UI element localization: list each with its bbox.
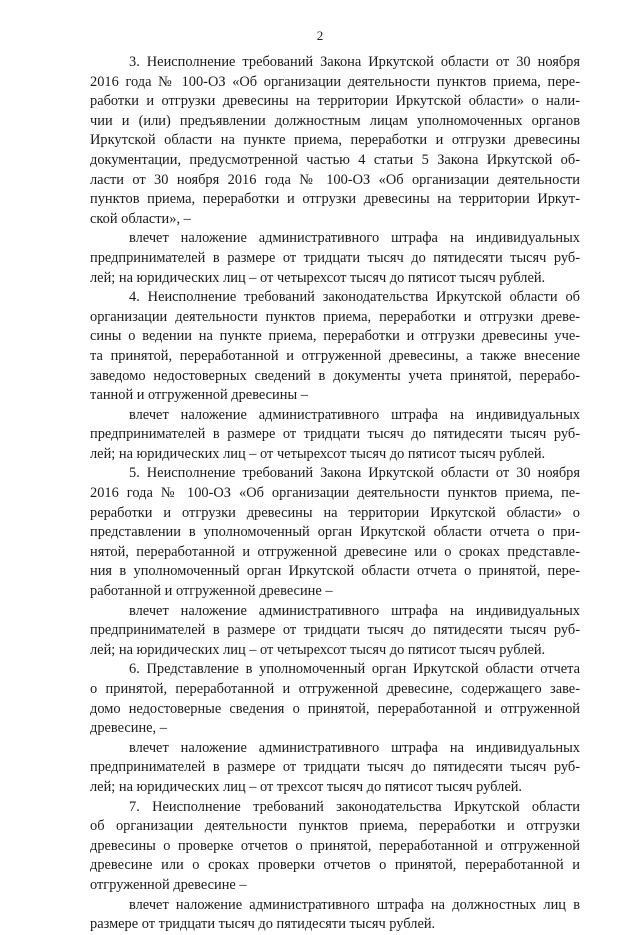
text-line: лей; на юридических лиц – от трехсот тысяч до пятисот тысяч рублей.: [90, 778, 523, 795]
text-line: танной и отгруженной древесины –: [90, 387, 308, 404]
text-line: лей; на юридических лиц – от четырехсот тысяч до пятисот тысяч рублей.: [90, 445, 546, 462]
text-line: Иркутской области на пункте приема, переработки и отгрузки древесины: [90, 132, 580, 149]
page-number: 2: [316, 28, 324, 43]
text-line: древесины о проверке отчетов о принятой, переработанной и отгруженной: [90, 837, 580, 854]
document-body: [90, 53, 580, 935]
text-line: сины о ведении на пункте приема, переработки и отгрузки древесины уче-: [90, 328, 580, 345]
text-line: представлении в уполномоченный орган Иркутской области отчета о при-: [90, 524, 580, 541]
text-line: ласти от 30 ноября 2016 года № 100-ОЗ «Об организации деятельности: [90, 171, 580, 188]
text-line: та принятой, переработанной и отгруженной древесины, а также внесение: [90, 347, 580, 364]
text-line: нятой, переработанной и отгруженной древесине или о сроках представле-: [90, 543, 580, 560]
text-line: домо недостоверные сведения о принятой, переработанной и отгруженной: [90, 700, 580, 717]
text-line: 3. Неисполнение требований Закона Иркутской области от 30 ноября: [129, 54, 580, 70]
text-line: лей; на юридических лиц – от четырехсот тысяч до пятисот тысяч рублей.: [90, 269, 546, 286]
text-line: влечет наложение административного штрафа на индивидуальных: [129, 739, 580, 756]
text-line: влечет наложение административного штрафа на индивидуальных: [129, 406, 580, 423]
text-line: документации, предусмотренной частью 4 статьи 5 Закона Иркутской об-: [90, 151, 580, 168]
text-line: древесине, –: [90, 720, 167, 737]
text-line: об организации деятельности пунктов приема, переработки и отгрузки: [90, 818, 580, 835]
text-line: предпринимателей в размере от тридцати тысяч до пятидесяти тысяч руб-: [90, 622, 580, 639]
text-line: 7. Неисполнение требований законодательства Иркутской области: [129, 798, 580, 815]
text-line: 5. Неисполнение требований Закона Иркутской области от 30 ноября: [129, 465, 580, 482]
text-line: ской области», –: [90, 210, 191, 227]
text-line: размере от тридцати тысяч до пятидесяти тысяч рублей.: [90, 916, 436, 933]
text-line: влечет наложение административного штрафа на должностных лиц в: [129, 896, 580, 913]
text-line: работки и отгрузки древесины на территории Иркутской области» о нали-: [90, 93, 580, 110]
text-line: организации деятельности пунктов приема, переработки и отгрузки древе-: [90, 308, 580, 325]
text-line: чии и (или) предъявлении должностным лицам уполномоченных органов: [90, 112, 580, 129]
text-line: заведомо недостоверных сведений в документы учета принятой, перерабо-: [90, 367, 580, 384]
text-line: древесине или о сроках проверки отчетов о принятой, переработанной и: [90, 857, 580, 874]
text-line: лей; на юридических лиц – от четырехсот тысяч до пятисот тысяч рублей.: [90, 641, 546, 658]
text-line: отгруженной древесине –: [90, 876, 247, 893]
text-line: 2016 года № 100-ОЗ «Об организации деятельности пунктов приема, пе-: [90, 485, 580, 502]
text-line: влечет наложение административного штрафа на индивидуальных: [129, 230, 580, 247]
text-line: предпринимателей в размере от тридцати тысяч до пятидесяти тысяч руб-: [90, 426, 580, 443]
text-line: пунктов приема, переработки и отгрузки древесины на территории Иркут-: [90, 191, 580, 208]
text-line: предпринимателей в размере от тридцати тысяч до пятидесяти тысяч руб-: [90, 249, 580, 266]
text-line: предпринимателей в размере от тридцати тысяч до пятидесяти тысяч руб-: [90, 759, 580, 776]
text-line: 2016 года № 100-ОЗ «Об организации деятельности пунктов приема, пере-: [90, 73, 580, 90]
text-line: ния в уполномоченный орган Иркутской области отчета о принятой, пере-: [90, 563, 580, 580]
text-line: реработки и отгрузки древесины на территории Иркутской области» о: [90, 504, 580, 521]
text-line: о принятой, переработанной и отгруженной древесине, содержащего заве-: [90, 681, 580, 697]
text-line: работанной и отгруженной древесине –: [90, 583, 333, 600]
text-line: 4. Неисполнение требований законодательства Иркутской области об: [129, 289, 580, 306]
text-line: 6. Представление в уполномоченный орган Иркутской области отчета: [129, 661, 580, 678]
text-line: влечет наложение административного штрафа на индивидуальных: [129, 602, 580, 619]
